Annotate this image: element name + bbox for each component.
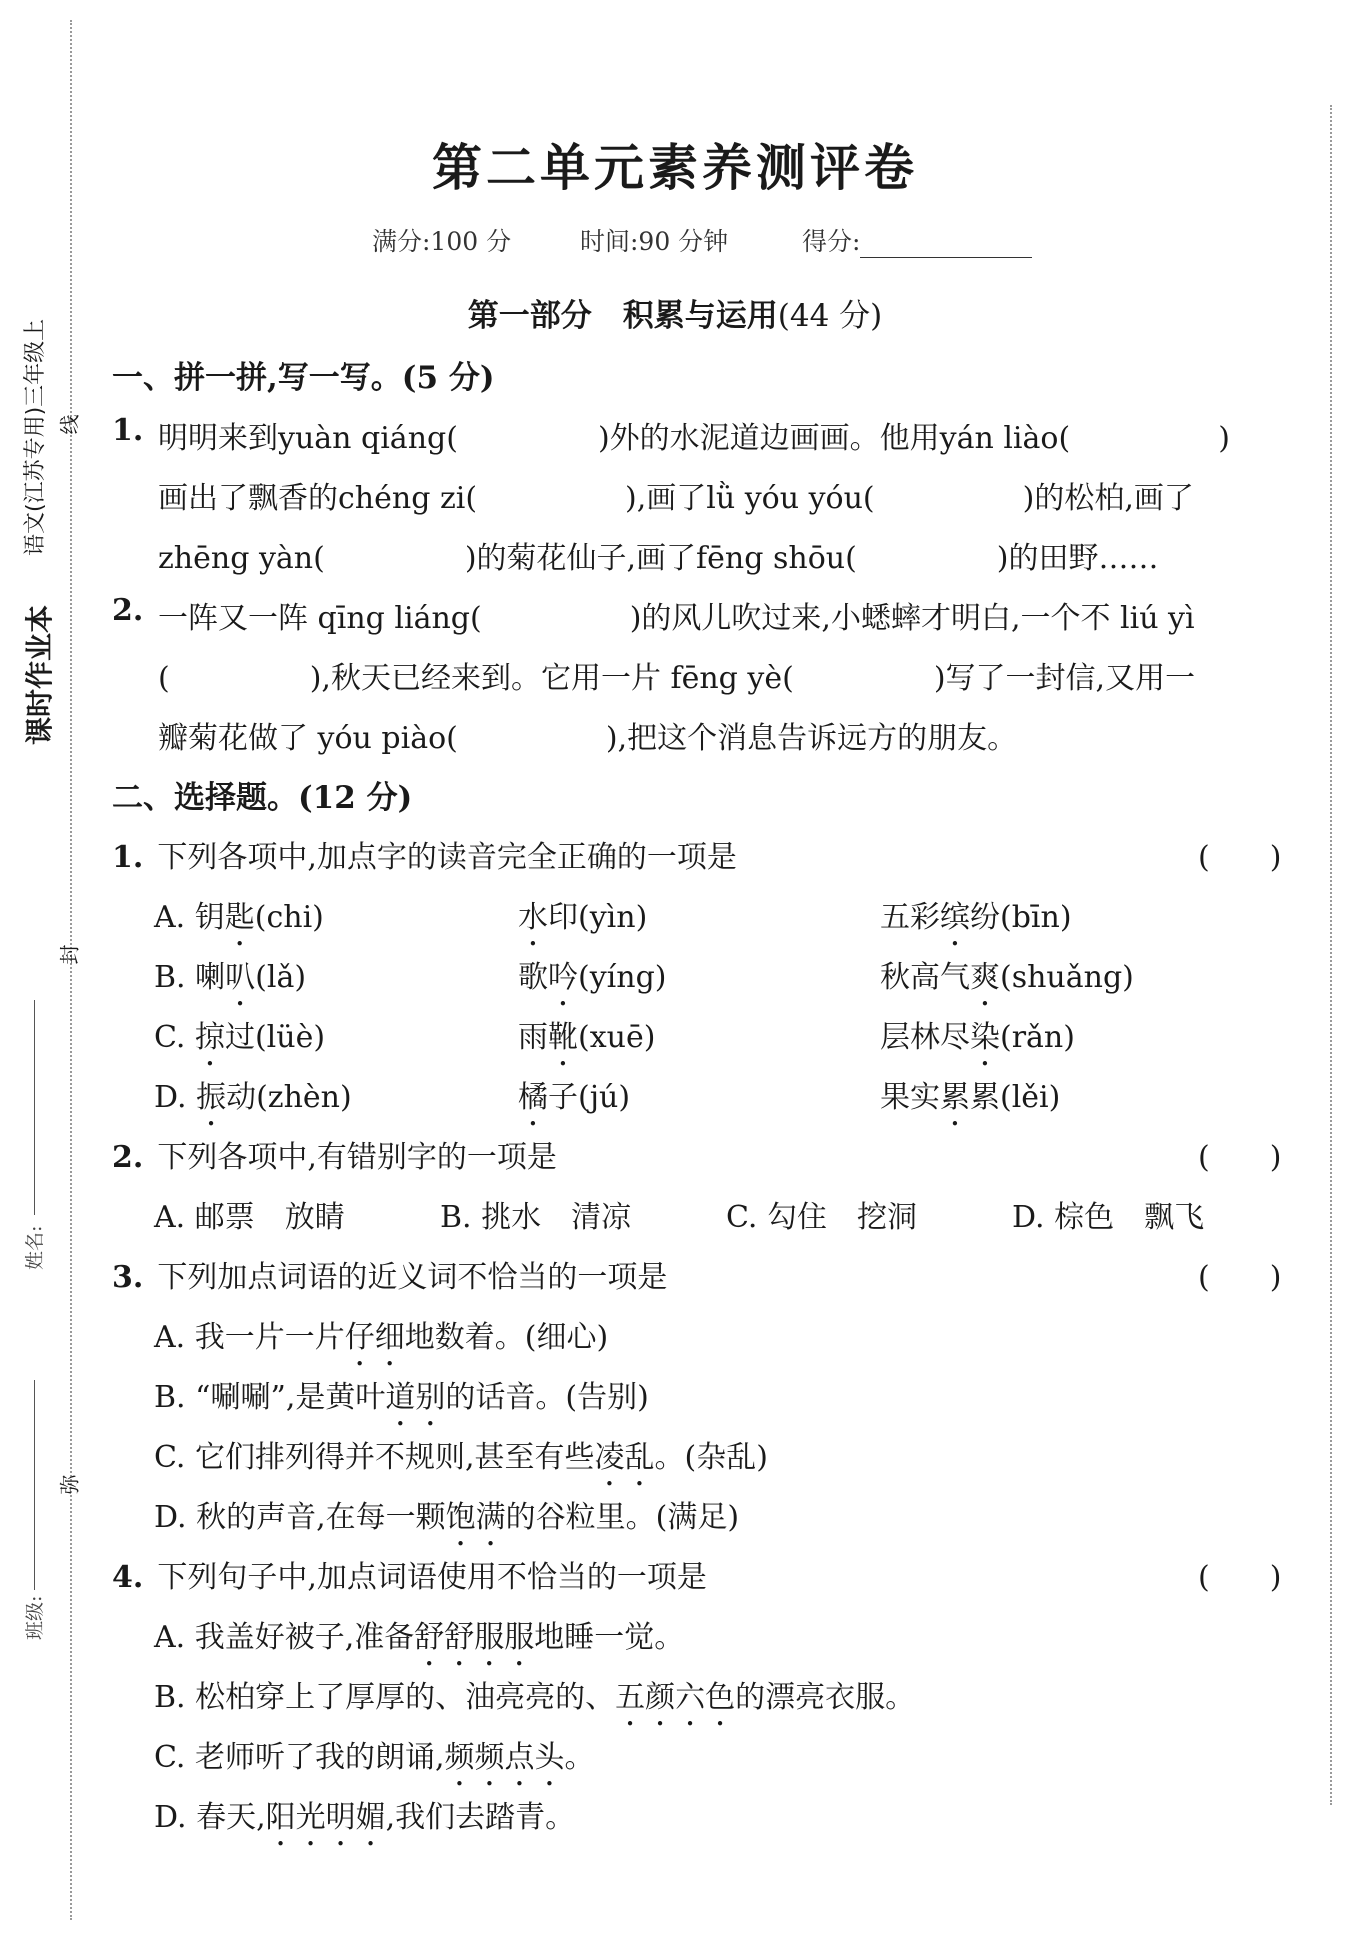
- s1-q2-num-wrap: [112, 593, 143, 628]
- s1-q2-text: ),把这个消息告诉远方的朋友。: [605, 721, 1018, 756]
- s2-q4-option-d[interactable]: [154, 1792, 575, 1853]
- s2-q4-stem: [112, 1552, 707, 1596]
- option-text: 老师听了我的朗诵,: [194, 1740, 445, 1775]
- s1-q1-line3: [158, 533, 1159, 577]
- s1-q2-text: (: [158, 661, 170, 696]
- part1-title-text: 第一部分 积累与运用: [467, 298, 778, 334]
- s2-q3-num: 3.: [112, 1260, 144, 1295]
- s2-q1-option-c[interactable]: [154, 1012, 325, 1073]
- dotted-char: 匙: [224, 900, 255, 935]
- score-field[interactable]: [802, 222, 1032, 258]
- s2-q1-option-b-c: [880, 952, 1134, 1013]
- part1-title: [0, 290, 1350, 335]
- option-label: A.: [154, 1620, 186, 1655]
- option-word: 邮票: [194, 1200, 255, 1235]
- s1-q2-text: )写了一封信,又用一: [933, 661, 1196, 696]
- option-label: A.: [154, 1320, 186, 1355]
- name-field-label: 姓名:: [24, 1225, 46, 1270]
- dotted-char: 水: [518, 900, 548, 935]
- dotted-char: 爽: [970, 960, 1000, 995]
- s2-q3-stem-text: 下列加点词语的近义词不恰当的一项是: [157, 1260, 668, 1295]
- option-text: 层林尽: [880, 1020, 970, 1055]
- binding-subject-label: 语文(江苏专用)三年级上: [23, 318, 48, 556]
- option-label: D.: [154, 1080, 187, 1115]
- s2-q3-option-b[interactable]: [154, 1372, 649, 1433]
- option-label: A.: [154, 1200, 186, 1235]
- dotted-char: 橘: [518, 1080, 548, 1115]
- cut-mark-seal: 封: [57, 944, 82, 965]
- s1-q2-num: 2.: [112, 593, 144, 628]
- s2-q2-option-d[interactable]: [1012, 1192, 1204, 1236]
- option-text: 地睡一觉。: [534, 1620, 685, 1655]
- option-text: 的话音。(告别): [445, 1380, 649, 1415]
- option-label: C.: [726, 1200, 758, 1235]
- option-text: 春天,: [196, 1800, 266, 1835]
- s1-q1-text: )外的水泥道边画画。他用yán liào(: [597, 421, 1071, 456]
- dotted-char: 靴: [548, 1020, 578, 1055]
- s1-q2-line3: [158, 713, 1017, 757]
- option-text: (yíng): [578, 960, 667, 995]
- option-text: “唰唰”,是黄叶: [195, 1380, 386, 1415]
- dotted-word: 频频点头: [444, 1740, 565, 1775]
- dotted-char: 染: [970, 1020, 1000, 1055]
- s2-q1-option-b-b: [518, 952, 666, 1013]
- s1-q2-text: ),秋天已经来到。它用一片 fēng yè(: [309, 661, 794, 696]
- option-label: B.: [154, 960, 186, 995]
- option-text: 累(lěi): [970, 1080, 1061, 1115]
- s2-q2-answer-paren[interactable]: ( ): [1198, 1140, 1282, 1175]
- dotted-word: 道别: [385, 1380, 446, 1415]
- s1-q1-line1-text: [158, 413, 1230, 457]
- option-label: C.: [154, 1440, 186, 1475]
- option-label: D.: [154, 1800, 187, 1835]
- s2-q1-stem: [112, 832, 737, 876]
- s1-q1-text: zhēng yàn(: [158, 541, 325, 576]
- option-text: (lǎ): [255, 960, 307, 995]
- s2-q1-option-a-b: [518, 892, 647, 953]
- s2-q2-option-b[interactable]: [440, 1192, 631, 1236]
- option-text: 。: [564, 1740, 595, 1775]
- option-text: 。(杂乱): [654, 1440, 768, 1475]
- option-label: C.: [154, 1020, 186, 1055]
- s2-q4-stem-text: 下列句子中,加点词语使用不恰当的一项是: [157, 1560, 707, 1595]
- s2-q1-option-c-c: [880, 1012, 1075, 1073]
- dotted-char: 累: [940, 1080, 970, 1115]
- s2-q4-num: 4.: [112, 1560, 144, 1595]
- s1-q2-text: 一阵又一阵 qīng liáng(: [158, 601, 482, 636]
- s1-q1-text: )的松柏,画了: [1022, 481, 1194, 516]
- s2-q1-option-d[interactable]: [154, 1072, 352, 1133]
- option-word: 放睛: [284, 1200, 345, 1235]
- s2-q1-option-a[interactable]: [154, 892, 324, 953]
- dotted-word: 阳光明媚: [265, 1800, 386, 1835]
- section2-heading: 二、选择题。(12 分): [112, 780, 413, 816]
- option-word: 勾住: [766, 1200, 827, 1235]
- cut-mark-close: 弥: [57, 1474, 82, 1495]
- dotted-word: 舒舒服服: [414, 1620, 535, 1655]
- s1-q1-text: ): [1218, 421, 1230, 456]
- s1-q1-text: )的菊花仙子,画了fēng shōu(: [464, 541, 857, 576]
- option-label: B.: [154, 1680, 186, 1715]
- option-text: 秋的声音,在每一颗: [196, 1500, 446, 1535]
- option-text: 喇: [195, 960, 226, 995]
- s2-q4-option-c[interactable]: [154, 1732, 595, 1793]
- part1-points: (44 分): [777, 298, 883, 334]
- option-text: 的谷粒里。(满足): [505, 1500, 740, 1535]
- dotted-char: 吟: [548, 960, 578, 995]
- s2-q3-option-a[interactable]: [154, 1312, 608, 1373]
- s1-q2-line1: [158, 593, 1195, 637]
- option-text: 地数着。(细心): [404, 1320, 609, 1355]
- option-label: D.: [154, 1500, 187, 1535]
- option-text: 子(jú): [548, 1080, 631, 1115]
- s2-q4-option-b[interactable]: [154, 1672, 915, 1733]
- s2-q2-stem-text: 下列各项中,有错别字的一项是: [157, 1140, 557, 1175]
- option-text: (xuē): [578, 1020, 656, 1055]
- option-text: ,我们去踏青。: [385, 1800, 576, 1835]
- s2-q2-num: 2.: [112, 1140, 144, 1175]
- option-text: 我盖好被子,准备: [194, 1620, 415, 1655]
- s1-q1-text: 画出了飘香的chéng zi(: [158, 481, 478, 516]
- option-label: A.: [154, 900, 186, 935]
- option-text: 过(lüè): [224, 1020, 326, 1055]
- time-limit: 时间:90 分钟: [580, 227, 729, 256]
- s2-q4-answer-paren[interactable]: ( ): [1198, 1560, 1282, 1595]
- margin-dotted-line-right: [1330, 105, 1332, 1805]
- option-label: B.: [440, 1200, 472, 1235]
- option-text: 秋高气: [880, 960, 970, 995]
- s2-q2-option-a[interactable]: [154, 1192, 345, 1236]
- s1-q1-line2: [158, 473, 1194, 517]
- s2-q3-stem: [112, 1252, 667, 1296]
- dotted-word: 五颜六色: [615, 1680, 736, 1715]
- option-text: 它们排列得并不规则,甚至有些: [194, 1440, 595, 1475]
- page-title: 第二单元素养测评卷: [432, 138, 918, 197]
- s2-q1-stem-text: 下列各项中,加点字的读音完全正确的一项是: [157, 840, 737, 875]
- s1-q1-num: 1.: [112, 413, 144, 448]
- s2-q1-option-d-b: [518, 1072, 630, 1133]
- option-text: 我一片一片: [194, 1320, 345, 1355]
- option-text: 歌: [518, 960, 548, 995]
- option-text: (rǎn): [1000, 1020, 1075, 1055]
- s2-q2-stem: [112, 1132, 557, 1176]
- s2-q1-num: 1.: [112, 840, 144, 875]
- option-word: 棕色: [1054, 1200, 1115, 1235]
- class-field-line[interactable]: [34, 1380, 35, 1590]
- option-word: 挑水: [481, 1200, 542, 1235]
- option-text: 果实: [880, 1080, 940, 1115]
- option-word: 挖洞: [856, 1200, 917, 1235]
- s1-q1-line1: [112, 413, 143, 448]
- dotted-word: 饱满: [445, 1500, 506, 1535]
- cut-mark-line: 线: [57, 414, 82, 435]
- option-label: D.: [1012, 1200, 1045, 1235]
- s2-q1-answer-paren[interactable]: ( ): [1198, 840, 1282, 875]
- option-text: 印(yìn): [548, 900, 648, 935]
- s1-q2-text: )的风儿吹过来,小蟋蟀才明白,一个不 liú yì: [629, 601, 1195, 636]
- s1-q2-text: 瓣菊花做了 yóu piào(: [158, 721, 458, 756]
- option-text: 钥: [194, 900, 225, 935]
- s2-q1-option-a-c: [880, 892, 1072, 953]
- full-score: 满分:100 分: [372, 227, 512, 256]
- option-word: 飘飞: [1144, 1200, 1205, 1235]
- option-label: C.: [154, 1740, 186, 1775]
- name-field-line[interactable]: [34, 1000, 35, 1215]
- dotted-word: 仔细: [344, 1320, 405, 1355]
- dotted-char: 叭: [225, 960, 256, 995]
- score-label: 得分:: [802, 227, 861, 256]
- option-label: B.: [154, 1380, 186, 1415]
- score-blank[interactable]: [860, 231, 1032, 258]
- option-text: 五彩: [880, 900, 940, 935]
- s2-q3-answer-paren[interactable]: ( ): [1198, 1260, 1282, 1295]
- option-text: (chi): [254, 900, 324, 935]
- option-text: 松柏穿上了厚厚的、油亮亮的、: [195, 1680, 616, 1715]
- option-text: 动(zhèn): [226, 1080, 352, 1115]
- dotted-char: 缤: [940, 900, 970, 935]
- dotted-char: 振: [196, 1080, 227, 1115]
- option-text: (shuǎng): [1000, 960, 1134, 995]
- s2-q1-option-c-b: [518, 1012, 655, 1073]
- dotted-char: 掠: [194, 1020, 225, 1055]
- option-word: 清凉: [571, 1200, 632, 1235]
- s1-q1-text: 明明来到yuàn qiáng(: [158, 421, 458, 456]
- s2-q1-option-d-c: [880, 1072, 1060, 1133]
- s1-q2-line2: [158, 653, 1195, 697]
- s2-q1-option-b[interactable]: [154, 952, 306, 1013]
- option-text: 的漂亮衣服。: [735, 1680, 916, 1715]
- s2-q4-option-a[interactable]: [154, 1612, 684, 1673]
- s1-q1-text: ),画了lǜ yóu yóu(: [625, 481, 875, 516]
- s2-q3-option-c[interactable]: [154, 1432, 768, 1493]
- dotted-word: 凌乱: [594, 1440, 655, 1475]
- s2-q2-option-c[interactable]: [726, 1192, 917, 1236]
- binding-series-label: 课时作业本: [23, 604, 56, 745]
- option-text: 纷(bīn): [970, 900, 1072, 935]
- s2-q3-option-d[interactable]: [154, 1492, 739, 1553]
- section1-heading: 一、拼一拼,写一写。(5 分): [112, 360, 495, 396]
- s1-q1-text: )的田野……: [996, 541, 1159, 576]
- class-field-label: 班级:: [24, 1595, 46, 1640]
- option-text: 雨: [518, 1020, 548, 1055]
